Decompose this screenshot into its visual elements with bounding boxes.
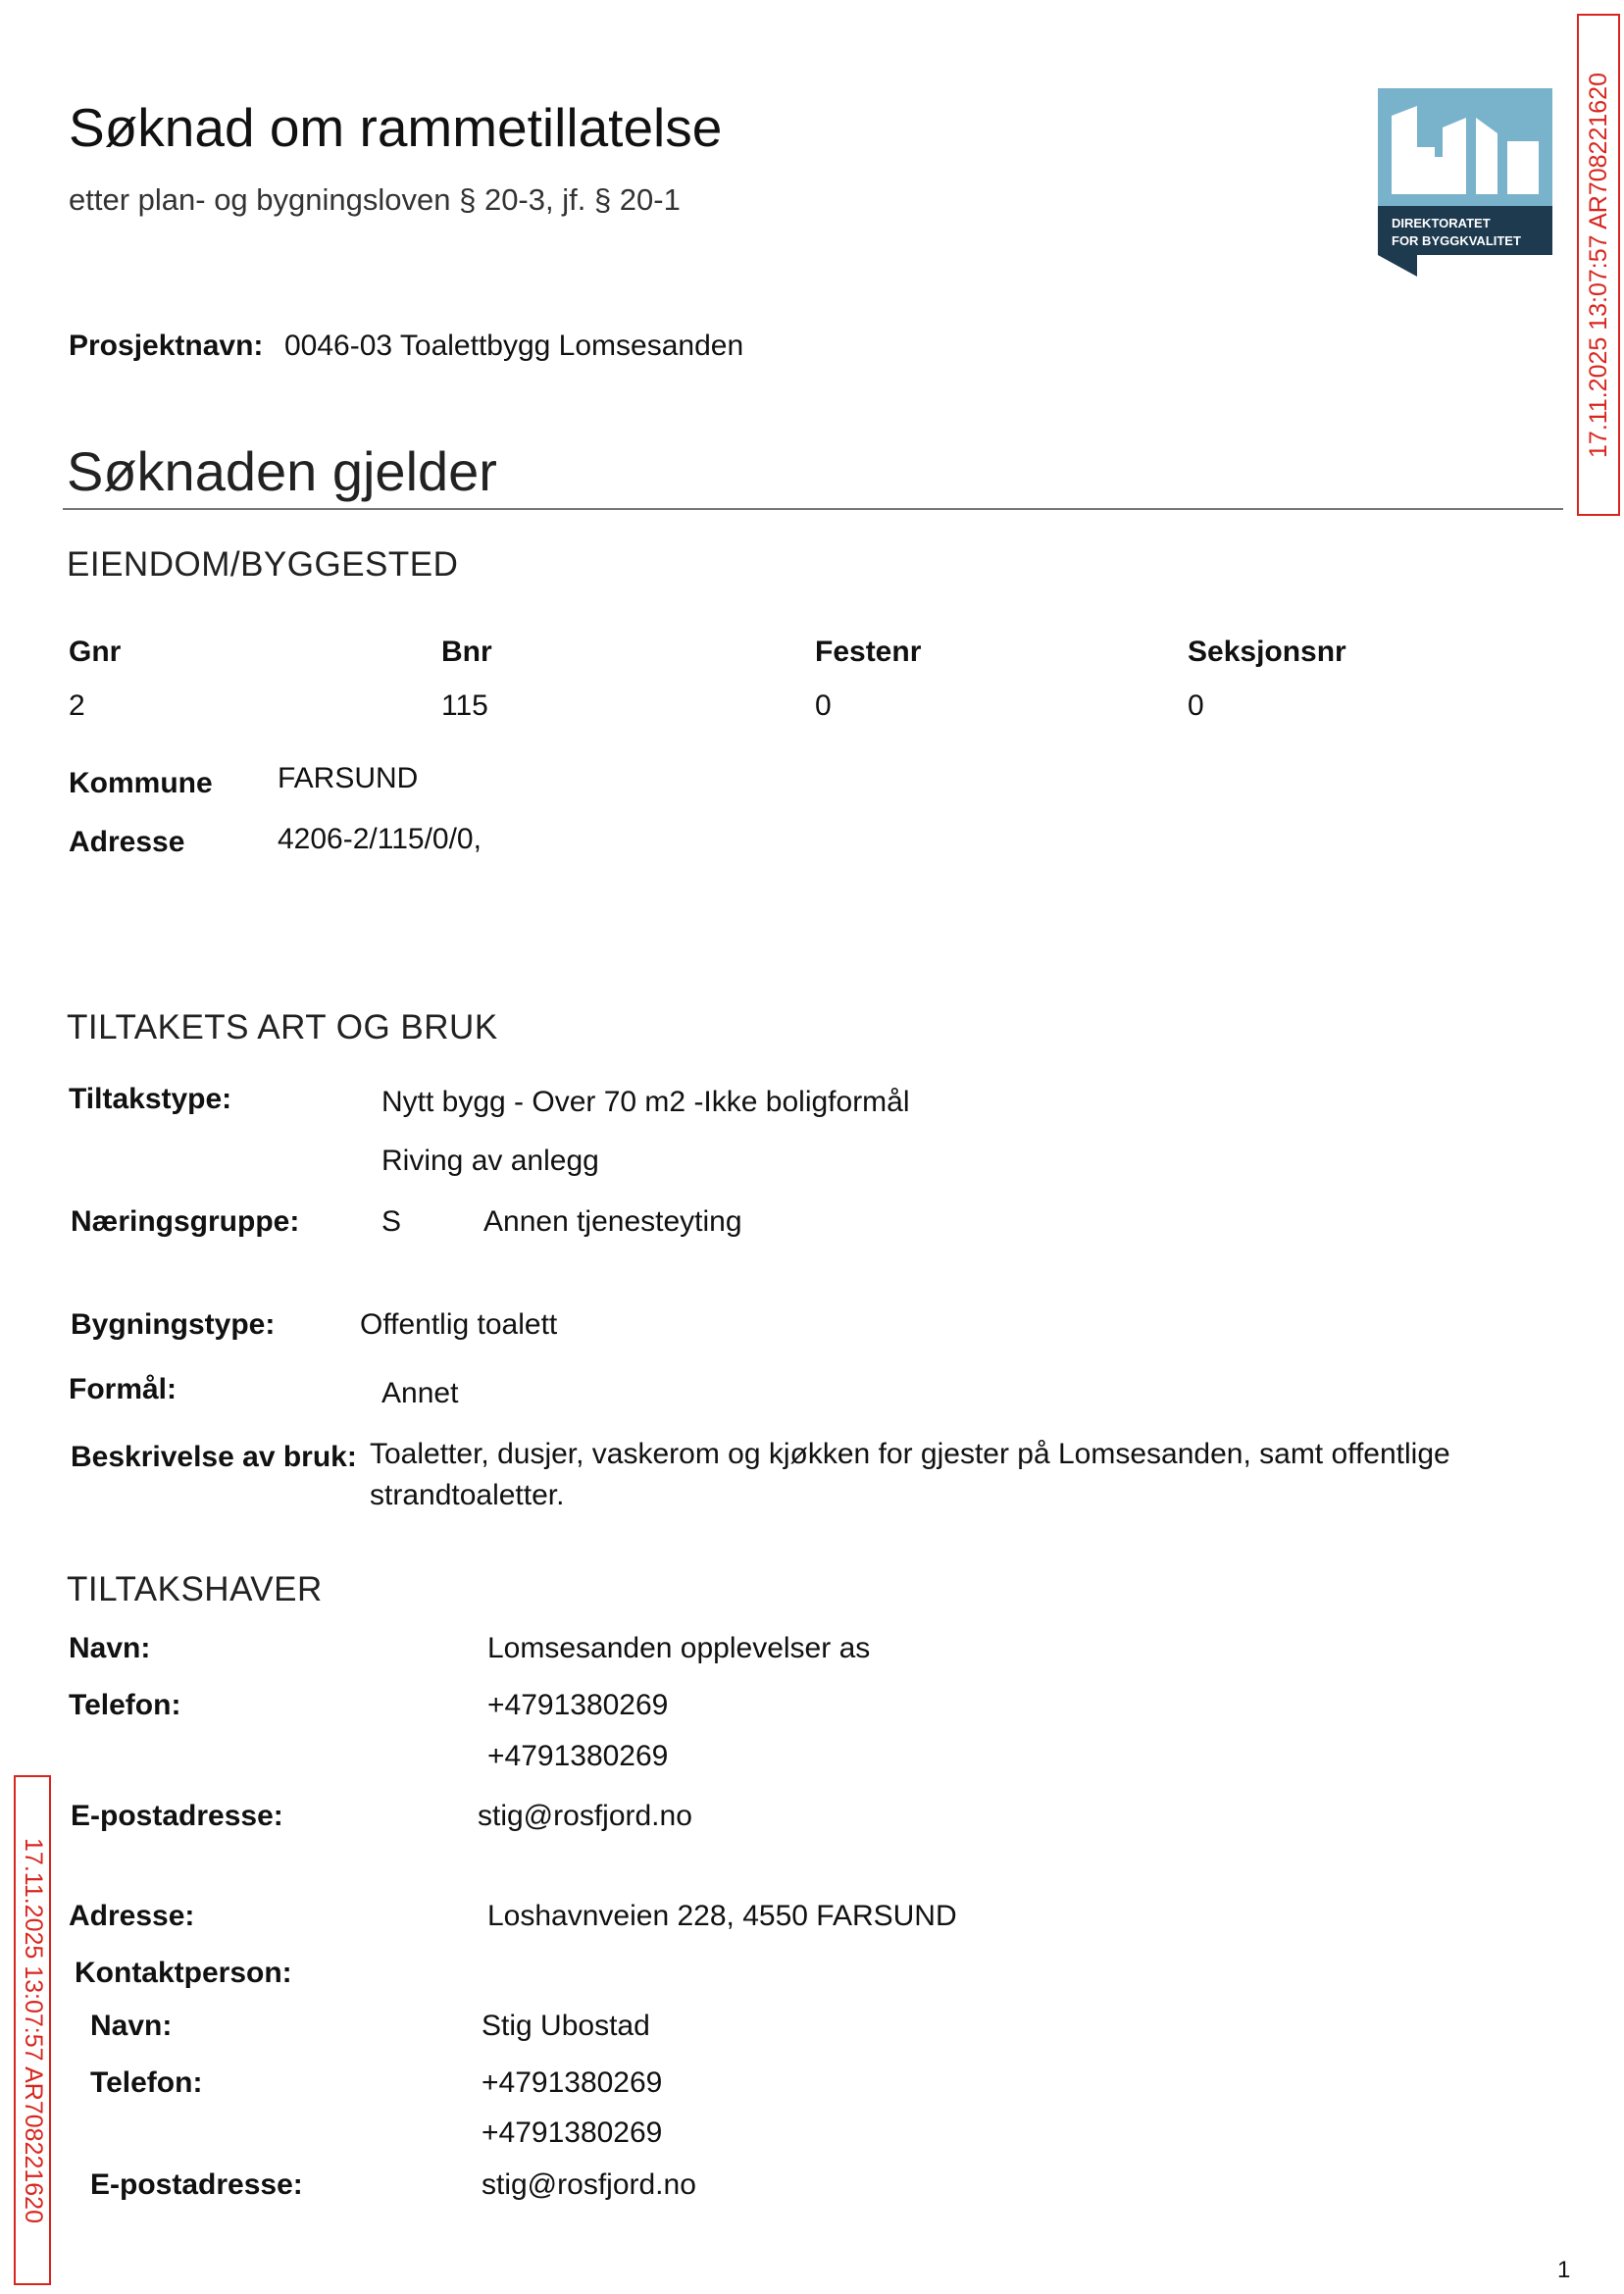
eiendom-heading: EIENDOM/BYGGESTED [67,545,459,584]
seksjonsnr-value: 0 [1188,689,1204,722]
tiltakshaver-navn-label: Navn: [69,1632,151,1664]
kontakt-epost-value: stig@rosfjord.no [482,2168,696,2201]
dibk-logo-icon [1378,88,1552,277]
bygningstype-value: Offentlig toalett [360,1308,558,1341]
formal-label: Formål: [69,1373,178,1405]
tiltak-heading: TILTAKETS ART OG BRUK [67,1008,498,1046]
document-subtitle: etter plan- og bygningsloven § 20-3, jf. § 20-1 [69,182,681,217]
tiltakshaver-telefon-label: Telefon: [69,1689,181,1721]
logo-line2: FOR BYGGKVALITET [1392,233,1521,248]
project-label: Prosjektnavn: [69,330,264,362]
festenr-value: 0 [815,689,832,722]
formal-value: Annet [381,1377,459,1409]
gnr-value: 2 [69,689,85,722]
beskrivelse-label: Beskrivelse av bruk: [71,1441,357,1473]
archive-stamp-text: 17.11.2025 13:07:57 AR708221620 [1584,72,1612,458]
kontakt-telefon-value-2: +4791380269 [482,2116,663,2149]
tiltakshaver-navn-value: Lomsesanden opplevelser as [487,1632,871,1664]
bnr-value: 115 [441,689,488,722]
kontakt-epost-label: E-postadresse: [90,2168,303,2201]
logo-line1: DIREKTORATET [1392,216,1491,230]
kommune-label: Kommune [69,767,213,799]
tiltakshaver-epost-label: E-postadresse: [71,1800,283,1832]
beskrivelse-value: Toaletter, dusjer, vaskerom og kjøkken for gjester på Lomsesanden, samt offentlige strandtoaletter. [370,1438,1450,1511]
document-title: Søknad om rammetillatelse [69,97,723,158]
kommune-value: FARSUND [278,762,419,794]
tiltakstype-value-1: Nytt bygg - Over 70 m2 -Ikke boligformål [381,1086,910,1118]
kontakt-telefon-value-1: +4791380269 [482,2066,663,2099]
tiltakstype-label: Tiltakstype: [69,1083,232,1115]
kontakt-telefon-label: Telefon: [90,2066,203,2099]
naeringsgruppe-code: S [381,1205,402,1238]
gnr-label: Gnr [69,636,122,668]
tiltakstype-value-2: Riving av anlegg [381,1145,599,1177]
tiltakshaver-telefon-value-2: +4791380269 [487,1740,669,1772]
kontakt-navn-value: Stig Ubostad [482,2010,650,2042]
project-value: 0046-03 Toalettbygg Lomsesanden [284,330,744,362]
naeringsgruppe-value: Annen tjenesteyting [483,1205,742,1238]
tiltakshaver-adresse-label: Adresse: [69,1900,195,1932]
section-divider [63,508,1563,510]
tiltakshaver-telefon-value-1: +4791380269 [487,1689,669,1721]
bygningstype-label: Bygningstype: [71,1308,276,1341]
festenr-label: Festenr [815,636,922,668]
naeringsgruppe-label: Næringsgruppe: [71,1205,300,1238]
adresse-value: 4206-2/115/0/0, [278,823,482,855]
kontakt-navn-label: Navn: [90,2010,173,2042]
archive-stamp-bottom [14,1775,51,2285]
page-number: 1 [1557,2257,1571,2283]
seksjonsnr-label: Seksjonsnr [1188,636,1346,668]
tiltakshaver-heading: TILTAKSHAVER [67,1570,323,1608]
archive-stamp-top [1577,14,1620,516]
kontaktperson-label: Kontaktperson: [75,1957,292,1989]
archive-stamp-text: 17.11.2025 13:07:57 AR708221620 [19,1837,47,2223]
tiltakshaver-adresse-value: Loshavnveien 228, 4550 FARSUND [487,1900,957,1932]
tiltakshaver-epost-value: stig@rosfjord.no [478,1800,692,1832]
bnr-label: Bnr [441,636,492,668]
adresse-label: Adresse [69,826,185,858]
section-title: Søknaden gjelder [67,440,497,502]
